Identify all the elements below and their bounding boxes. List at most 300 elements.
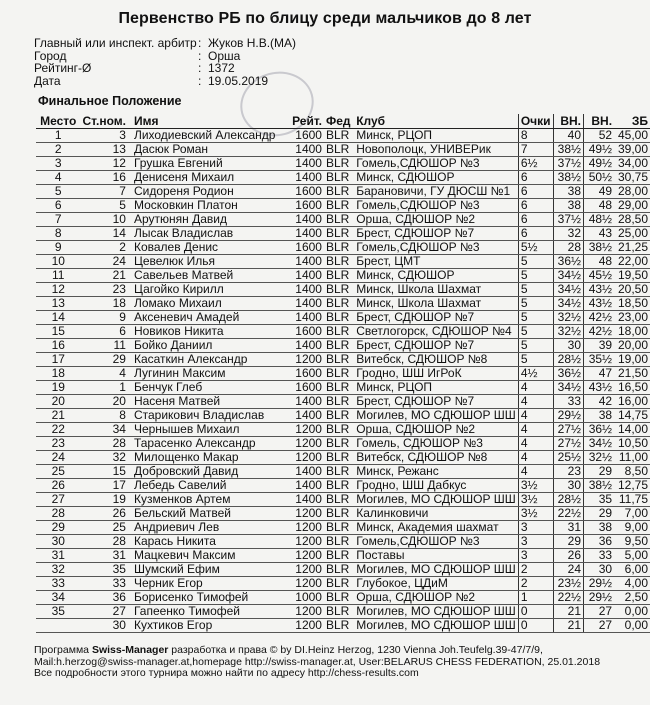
cell-club: Орша, СДЮШОР №2: [354, 423, 518, 437]
cell-rating: 1400: [289, 213, 324, 227]
cell-start-no: 3: [81, 129, 132, 143]
cell-tiebreak-3: 11,75: [614, 493, 650, 507]
cell-tiebreak-3: 7,00: [614, 507, 650, 521]
cell-fed: BLR: [324, 591, 354, 605]
cell-points: 4: [518, 381, 553, 395]
cell-rating: 1400: [289, 143, 324, 157]
cell-fed: BLR: [324, 409, 354, 423]
cell-rating: 1400: [289, 395, 324, 409]
cell-rating: 1600: [289, 241, 324, 255]
cell-fed: BLR: [324, 311, 354, 325]
cell-tiebreak-1: 22½: [553, 591, 583, 605]
cell-tiebreak-2: 43: [584, 227, 615, 241]
meta-value: Орша: [208, 48, 241, 63]
meta-label: Главный или инспект. арбитр: [34, 36, 197, 50]
cell-place: 3: [36, 157, 81, 171]
cell-points: 3½: [518, 479, 553, 493]
cell-tiebreak-1: 24: [553, 563, 583, 577]
cell-name: Шумский Ефим: [132, 563, 289, 577]
cell-fed: BLR: [324, 563, 354, 577]
cell-club: Могилев, МО СДЮШОР ШШ: [354, 409, 518, 423]
cell-start-no: 21: [81, 269, 132, 283]
meta-row-rating: [34, 62, 296, 75]
cell-start-no: 25: [81, 521, 132, 535]
cell-place: 32: [36, 563, 81, 577]
cell-tiebreak-1: 23: [553, 465, 583, 479]
cell-club: Минск, Режанс: [354, 465, 518, 479]
cell-rating: 1400: [289, 479, 324, 493]
cell-club: Минск, Академия шахмат: [354, 521, 518, 535]
section-title: Финальное Положение: [38, 94, 182, 108]
cell-tiebreak-1: 23½: [553, 577, 583, 591]
cell-fed: BLR: [324, 423, 354, 437]
cell-tiebreak-1: 34½: [553, 269, 583, 283]
cell-tiebreak-3: 20,50: [614, 283, 650, 297]
table-row: [36, 311, 650, 325]
cell-tiebreak-2: 36: [584, 535, 615, 549]
table-row: [36, 549, 650, 563]
cell-tiebreak-2: 52: [584, 129, 615, 143]
cell-rating: 1200: [289, 549, 324, 563]
cell-rating: 1200: [289, 353, 324, 367]
cell-points: 6: [518, 185, 553, 199]
cell-name: Лебедь Савелий: [132, 479, 289, 493]
table-row: [36, 507, 650, 521]
footer-program-suffix: разработка и права © by DI.Heinz Herzog, 1230 Vienna Joh.Teufelg.39-47/7/9,: [168, 644, 543, 656]
cell-tiebreak-3: 29,00: [614, 199, 650, 213]
cell-fed: BLR: [324, 297, 354, 311]
cell-tiebreak-3: 14,00: [614, 423, 650, 437]
cell-club: Могилев, МО СДЮШОР ШШ: [354, 619, 518, 633]
cell-club: Минск, СДЮШОР: [354, 171, 518, 185]
table-row: [36, 367, 650, 381]
cell-name: Кухтиков Егор: [132, 619, 289, 633]
header-tiebreak-3: ЗБ: [614, 114, 650, 129]
cell-club: Гродно, ШШ Дабкус: [354, 479, 518, 493]
standings-body: [36, 129, 650, 633]
cell-tiebreak-3: 28,00: [614, 185, 650, 199]
cell-points: 6: [518, 199, 553, 213]
cell-fed: BLR: [324, 325, 354, 339]
cell-club: Минск, Школа Шахмат: [354, 283, 518, 297]
cell-fed: BLR: [324, 339, 354, 353]
cell-start-no: 4: [81, 367, 132, 381]
cell-place: 9: [36, 241, 81, 255]
table-row: [36, 409, 650, 423]
cell-tiebreak-2: 50½: [584, 171, 615, 185]
cell-tiebreak-2: 47: [584, 367, 615, 381]
cell-tiebreak-1: 30: [553, 339, 583, 353]
cell-club: Брест, СДЮШОР №7: [354, 227, 518, 241]
cell-start-no: 9: [81, 311, 132, 325]
cell-club: Витебск, СДЮШОР №8: [354, 353, 518, 367]
table-row: [36, 255, 650, 269]
cell-points: 5: [518, 255, 553, 269]
cell-tiebreak-1: 28½: [553, 493, 583, 507]
cell-rating: 1200: [289, 535, 324, 549]
cell-club: Светлогорск, СДЮШОР №4: [354, 325, 518, 339]
cell-tiebreak-3: 6,00: [614, 563, 650, 577]
cell-points: 4: [518, 423, 553, 437]
cell-place: 15: [36, 325, 81, 339]
cell-tiebreak-2: 43½: [584, 283, 615, 297]
cell-place: 20: [36, 395, 81, 409]
cell-club: Витебск, СДЮШОР №8: [354, 451, 518, 465]
cell-fed: BLR: [324, 437, 354, 451]
cell-rating: 1200: [289, 451, 324, 465]
cell-name: Карась Никита: [132, 535, 289, 549]
standings-table: [36, 114, 650, 633]
cell-club: Гомель, СДЮШОР №3: [354, 437, 518, 451]
cell-fed: BLR: [324, 521, 354, 535]
cell-place: 7: [36, 213, 81, 227]
cell-points: 3½: [518, 493, 553, 507]
table-row: [36, 577, 650, 591]
cell-tiebreak-3: 16,50: [614, 381, 650, 395]
cell-start-no: 11: [81, 339, 132, 353]
cell-club: Глубокое, ЦДиМ: [354, 577, 518, 591]
cell-name: Грушка Евгений: [132, 157, 289, 171]
cell-name: Цевелюк Илья: [132, 255, 289, 269]
cell-start-no: 18: [81, 297, 132, 311]
cell-tiebreak-2: 45½: [584, 269, 615, 283]
cell-points: 6: [518, 213, 553, 227]
cell-tiebreak-3: 10,50: [614, 437, 650, 451]
cell-tiebreak-2: 30: [584, 563, 615, 577]
cell-tiebreak-3: 30,75: [614, 171, 650, 185]
cell-start-no: 16: [81, 171, 132, 185]
cell-start-no: 7: [81, 185, 132, 199]
cell-fed: BLR: [324, 451, 354, 465]
cell-tiebreak-3: 16,00: [614, 395, 650, 409]
cell-tiebreak-2: 29½: [584, 577, 615, 591]
cell-fed: BLR: [324, 255, 354, 269]
cell-fed: BLR: [324, 283, 354, 297]
cell-place: 14: [36, 311, 81, 325]
cell-tiebreak-2: 38: [584, 409, 615, 423]
cell-start-no: 20: [81, 395, 132, 409]
cell-tiebreak-2: 43½: [584, 381, 615, 395]
table-row: [36, 423, 650, 437]
meta-row-date: [34, 75, 296, 88]
cell-rating: 1600: [289, 325, 324, 339]
cell-tiebreak-3: 9,50: [614, 535, 650, 549]
cell-place: 6: [36, 199, 81, 213]
cell-tiebreak-1: 36½: [553, 367, 583, 381]
cell-start-no: 13: [81, 143, 132, 157]
cell-tiebreak-3: 0,00: [614, 605, 650, 619]
cell-fed: BLR: [324, 619, 354, 633]
cell-tiebreak-1: 26: [553, 549, 583, 563]
cell-points: 5: [518, 297, 553, 311]
cell-name: Милощенко Макар: [132, 451, 289, 465]
meta-value: 1372: [208, 61, 235, 76]
cell-club: Брест, СДЮШОР №7: [354, 339, 518, 353]
cell-rating: 1400: [289, 157, 324, 171]
cell-name: Бенчук Глеб: [132, 381, 289, 395]
cell-tiebreak-3: 4,00: [614, 577, 650, 591]
cell-tiebreak-3: 9,00: [614, 521, 650, 535]
cell-tiebreak-1: 34½: [553, 381, 583, 395]
cell-points: 6: [518, 227, 553, 241]
table-row: [36, 297, 650, 311]
cell-fed: BLR: [324, 199, 354, 213]
cell-tiebreak-2: 49: [584, 185, 615, 199]
cell-place: 4: [36, 171, 81, 185]
header-tiebreak-2: ВН.: [584, 114, 615, 129]
cell-name: Бойко Даниил: [132, 339, 289, 353]
cell-name: Касаткин Александр: [132, 353, 289, 367]
cell-points: 6½: [518, 157, 553, 171]
cell-name: Савельев Матвей: [132, 269, 289, 283]
cell-points: 7: [518, 143, 553, 157]
cell-points: 5: [518, 325, 553, 339]
cell-name: Лысак Владислав: [132, 227, 289, 241]
cell-club: Барановичи, ГУ ДЮСШ №1: [354, 185, 518, 199]
table-row: [36, 171, 650, 185]
cell-points: 2: [518, 577, 553, 591]
cell-tiebreak-1: 22½: [553, 507, 583, 521]
table-row: [36, 227, 650, 241]
cell-place: 8: [36, 227, 81, 241]
table-row: [36, 437, 650, 451]
table-row: [36, 535, 650, 549]
cell-place: 22: [36, 423, 81, 437]
table-row: [36, 521, 650, 535]
cell-tiebreak-1: 31: [553, 521, 583, 535]
cell-name: Лиходиевский Александр: [132, 129, 289, 143]
table-row: [36, 353, 650, 367]
cell-tiebreak-2: 29½: [584, 591, 615, 605]
cell-club: Брест, ЦМТ: [354, 255, 518, 269]
cell-place: 34: [36, 591, 81, 605]
cell-points: 2: [518, 563, 553, 577]
header-points: Очки: [518, 114, 553, 129]
meta-label: Рейтинг-Ø: [34, 61, 92, 76]
cell-tiebreak-2: 38: [584, 521, 615, 535]
cell-tiebreak-3: 14,75: [614, 409, 650, 423]
cell-rating: 1400: [289, 269, 324, 283]
cell-points: 5½: [518, 241, 553, 255]
cell-tiebreak-1: 27½: [553, 423, 583, 437]
cell-tiebreak-2: 48½: [584, 213, 615, 227]
cell-tiebreak-2: 42½: [584, 311, 615, 325]
cell-rating: 1400: [289, 255, 324, 269]
table-row: [36, 451, 650, 465]
cell-tiebreak-3: 28,50: [614, 213, 650, 227]
cell-tiebreak-3: 5,00: [614, 549, 650, 563]
cell-start-no: 33: [81, 577, 132, 591]
cell-tiebreak-3: 18,00: [614, 325, 650, 339]
cell-start-no: 23: [81, 283, 132, 297]
table-row: [36, 241, 650, 255]
cell-tiebreak-3: 0,00: [614, 619, 650, 633]
cell-place: 30: [36, 535, 81, 549]
cell-start-no: 1: [81, 381, 132, 395]
cell-fed: BLR: [324, 507, 354, 521]
cell-start-no: 35: [81, 563, 132, 577]
cell-name: Лугинин Максим: [132, 367, 289, 381]
table-row: [36, 157, 650, 171]
cell-name: Сидореня Родион: [132, 185, 289, 199]
cell-name: Московкин Платон: [132, 199, 289, 213]
cell-tiebreak-3: 34,00: [614, 157, 650, 171]
cell-points: 0: [518, 605, 553, 619]
cell-tiebreak-3: 8,50: [614, 465, 650, 479]
header-club: Клуб: [354, 114, 518, 129]
cell-tiebreak-1: 29: [553, 535, 583, 549]
cell-points: 4: [518, 395, 553, 409]
cell-tiebreak-2: 42: [584, 395, 615, 409]
cell-club: Гомель,СДЮШОР №3: [354, 157, 518, 171]
cell-fed: BLR: [324, 185, 354, 199]
cell-name: Цагойко Кирилл: [132, 283, 289, 297]
cell-tiebreak-1: 40: [553, 129, 583, 143]
cell-place: 26: [36, 479, 81, 493]
table-row: [36, 605, 650, 619]
cell-rating: 1200: [289, 605, 324, 619]
cell-tiebreak-2: 29: [584, 465, 615, 479]
cell-start-no: 19: [81, 493, 132, 507]
cell-club: Брест, СДЮШОР №7: [354, 395, 518, 409]
cell-tiebreak-1: 21: [553, 605, 583, 619]
cell-fed: BLR: [324, 605, 354, 619]
cell-club: Могилев, МО СДЮШОР ШШ: [354, 605, 518, 619]
footer-program-prefix: Программа: [34, 644, 92, 656]
cell-name: Тарасенко Александр: [132, 437, 289, 451]
meta-label: Город: [34, 48, 67, 63]
cell-points: 5: [518, 353, 553, 367]
cell-points: 0: [518, 619, 553, 633]
cell-rating: 1400: [289, 171, 324, 185]
cell-name: Дасюк Роман: [132, 143, 289, 157]
cell-fed: BLR: [324, 241, 354, 255]
footer-program-name: Swiss-Manager: [91, 644, 169, 656]
cell-name: Арутюнян Давид: [132, 213, 289, 227]
cell-points: 4: [518, 409, 553, 423]
cell-tiebreak-2: 39: [584, 339, 615, 353]
cell-tiebreak-3: 19,50: [614, 269, 650, 283]
cell-tiebreak-3: 11,00: [614, 451, 650, 465]
cell-fed: BLR: [324, 143, 354, 157]
cell-rating: 1600: [289, 381, 324, 395]
cell-club: Новополоцк, УНИВЕРик: [354, 143, 518, 157]
cell-points: 4: [518, 437, 553, 451]
tournament-meta: [34, 37, 296, 87]
table-row: [36, 381, 650, 395]
cell-fed: BLR: [324, 493, 354, 507]
cell-rating: 1400: [289, 409, 324, 423]
cell-fed: BLR: [324, 465, 354, 479]
cell-place: 2: [36, 143, 81, 157]
cell-fed: BLR: [324, 367, 354, 381]
cell-name: Мацкевич Максим: [132, 549, 289, 563]
cell-rating: 1400: [289, 311, 324, 325]
cell-name: Черник Егор: [132, 577, 289, 591]
cell-club: Минск, СДЮШОР: [354, 269, 518, 283]
cell-tiebreak-1: 38: [553, 199, 583, 213]
cell-name: Новиков Никита: [132, 325, 289, 339]
cell-start-no: 5: [81, 199, 132, 213]
cell-name: Андриевич Лев: [132, 521, 289, 535]
cell-fed: BLR: [324, 213, 354, 227]
cell-points: 8: [518, 129, 553, 143]
cell-club: Гомель,СДЮШОР №3: [354, 241, 518, 255]
cell-place: 24: [36, 451, 81, 465]
page-title: Первенство РБ по блицу среди мальчиков до 8 лет: [118, 10, 532, 27]
cell-start-no: 32: [81, 451, 132, 465]
table-row: [36, 591, 650, 605]
cell-rating: 1200: [289, 619, 324, 633]
table-row: [36, 493, 650, 507]
cell-tiebreak-3: 39,00: [614, 143, 650, 157]
cell-fed: BLR: [324, 479, 354, 493]
cell-tiebreak-1: 28: [553, 241, 583, 255]
table-row: [36, 199, 650, 213]
cell-points: 4: [518, 465, 553, 479]
header-fed: Фед: [324, 114, 354, 129]
cell-tiebreak-3: 21,50: [614, 367, 650, 381]
cell-place: 17: [36, 353, 81, 367]
cell-place: 27: [36, 493, 81, 507]
cell-place: 21: [36, 409, 81, 423]
table-row: [36, 185, 650, 199]
cell-tiebreak-3: 18,50: [614, 297, 650, 311]
cell-fed: BLR: [324, 171, 354, 185]
meta-value: Жуков Н.В.(МА): [208, 36, 297, 50]
cell-name: Денисеня Михаил: [132, 171, 289, 185]
meta-separator: :: [198, 48, 202, 63]
cell-place: 13: [36, 297, 81, 311]
cell-rating: 1200: [289, 507, 324, 521]
cell-place: 1: [36, 129, 81, 143]
cell-club: Гродно, ШШ ИгРоК: [354, 367, 518, 381]
cell-tiebreak-2: 33: [584, 549, 615, 563]
cell-tiebreak-1: 27½: [553, 437, 583, 451]
cell-tiebreak-2: 36½: [584, 423, 615, 437]
cell-tiebreak-2: 48: [584, 199, 615, 213]
cell-start-no: 14: [81, 227, 132, 241]
cell-club: Брест, СДЮШОР №7: [354, 311, 518, 325]
cell-points: 6: [518, 171, 553, 185]
cell-name: Старикович Владислав: [132, 409, 289, 423]
cell-tiebreak-1: 25½: [553, 451, 583, 465]
header-start-no: Ст.ном.: [81, 114, 132, 129]
cell-rating: 1400: [289, 227, 324, 241]
table-row: [36, 479, 650, 493]
cell-tiebreak-2: 43½: [584, 297, 615, 311]
cell-tiebreak-1: 33: [553, 395, 583, 409]
cell-start-no: 30: [81, 619, 132, 633]
table-row: [36, 325, 650, 339]
cell-tiebreak-1: 29½: [553, 409, 583, 423]
cell-tiebreak-2: 32½: [584, 451, 615, 465]
cell-tiebreak-2: 49½: [584, 143, 615, 157]
cell-points: 3: [518, 521, 553, 535]
cell-tiebreak-1: 34½: [553, 283, 583, 297]
cell-tiebreak-1: 37½: [553, 157, 583, 171]
cell-place: 25: [36, 465, 81, 479]
meta-value: 19.05.2019: [208, 73, 269, 88]
cell-points: 3: [518, 535, 553, 549]
cell-tiebreak-2: 27: [584, 605, 615, 619]
cell-fed: BLR: [324, 269, 354, 283]
cell-place: 19: [36, 381, 81, 395]
table-row: [36, 283, 650, 297]
cell-tiebreak-1: 36½: [553, 255, 583, 269]
cell-tiebreak-3: 19,00: [614, 353, 650, 367]
table-row: [36, 269, 650, 283]
